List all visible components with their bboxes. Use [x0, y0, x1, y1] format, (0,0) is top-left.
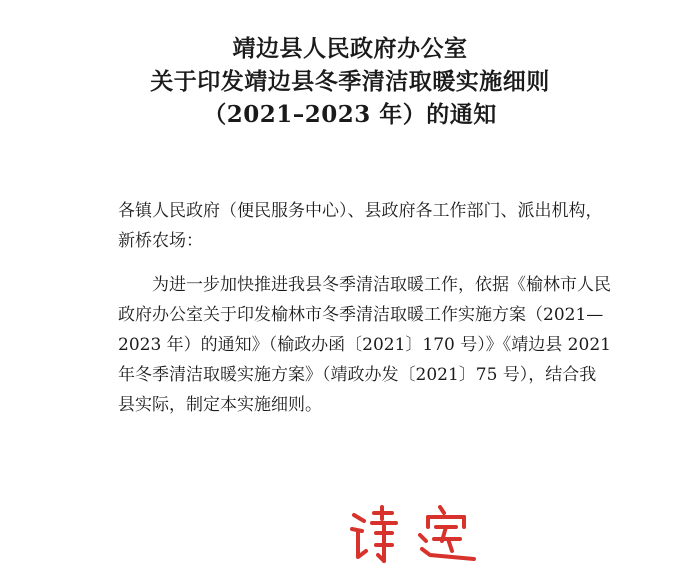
- addressee-block: [118, 196, 638, 256]
- body-line: 为进一步加快推进我县冬季清洁取暖工作，依据《榆林市人民: [152, 275, 611, 295]
- document-title: [0, 32, 700, 131]
- body-line: 年冬季清洁取暖实施方案》（靖政办发〔2021〕75 号），结合我: [118, 365, 597, 385]
- title-line-3: （2021–2023 年）的通知: [203, 101, 497, 128]
- addressee-line-2: 新桥农场：: [118, 231, 203, 251]
- title-line-1: 靖边县人民政府办公室: [232, 35, 468, 62]
- body-paragraph: [118, 270, 648, 420]
- title-line-2: 关于印发靖边县冬季清洁取暖实施细则: [150, 68, 550, 95]
- body-line: 政府办公室关于印发榆林市冬季清洁取暖工作实施方案（2021—: [118, 305, 604, 325]
- body-line: 县实际，制定本实施细则。: [118, 395, 322, 415]
- addressee-line-1: 各镇人民政府（便民服务中心）、县政府各工作部门、派出机构，: [118, 201, 603, 221]
- body-line: 2023 年）的通知》（榆政办函〔2021〕170 号）》《靖边县 2021: [118, 335, 611, 355]
- red-seal-stamp: [348, 505, 488, 565]
